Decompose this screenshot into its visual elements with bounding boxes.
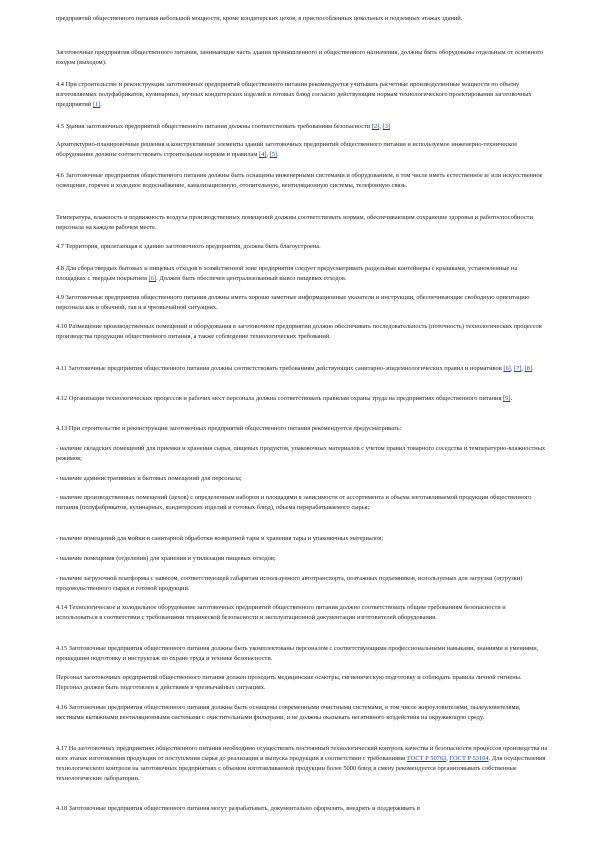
reference-link[interactable]: [3]	[382, 123, 391, 130]
paragraph: Архитектурно-планировочные решения и конструктивные элементы зданий заготовочных предприятий общественного питания и используемое инженерно-техническое оборудование должны соответствовать строительным нормам и правилам [4], [5].	[56, 141, 518, 158]
paragraph: 4.15 Заготовочные предприятия общественного питания должны быть укомплектованы персоналом с соответствующими профессиональными навыками, знаниями и умениями, прошедшим подготовку и инструктаж по охране труда и технике безопасности.	[56, 645, 539, 662]
reference-link[interactable]: [4]	[259, 151, 267, 158]
reference-link[interactable]: [6]	[503, 365, 511, 372]
paragraph: 4.10 Размещение производственных помещений и оборудования в заготовочном предприятии должно обеспечивать последовательность (поточность) технологических процессов производства продукции общественного питания, а также соблюдение технологических требований.	[56, 323, 542, 340]
list-item: - наличие помещения (отделения) для хранения и утилизации пищевых отходов;	[56, 555, 276, 562]
paragraph: 4.17 На заготовочных предприятиях общественного питания необходимо осуществлять постоянный технологический контроль качества и безопасности процессов производства на всех этапах изготовления продукции от поступления сырья до реализации и выпуска продукции в соответствии с требованиями ГОСТ Р 50763, ГОСТ Р 53104. Для осуществления технологического контроля на заготовочных предприятиях с объемом изготавливаемой продукции более 5000 блюд в смену рекомендуется организовывать собственные технологические лаборатории.	[56, 745, 548, 782]
paragraph: 4.14 Технологическое и холодильное оборудование заготовочных предприятий общественного питания должно соответствовать общим требованиям безопасности и использоваться в соответствии с требованиями технической безопасности и эксплуатационной документации изготовителей оборудования.	[56, 604, 506, 621]
paragraph: 4.8 Для сбора твердых бытовых и пищевых отходов в хозяйственной зоне предприятия следует предусматривать раздельные контейнеры с крышками, установленные на площадках с твердым покрытием [6]. Должен быть обеспечен централизованный вывоз пищевых отходов.	[56, 265, 518, 282]
paragraph: 4.4 При строительстве и реконструкции заготовочных предприятий общественного питания рекомендуется учитывать расчетные производственные мощности по объему изготовляемых полуфабрикатов, кулинарных, мучных кондитерских изделий и готовых блюд согласно действующим нормам технологического проектирования заготовочных предприятий [1].	[56, 81, 532, 108]
reference-link[interactable]: [1]	[92, 101, 101, 108]
paragraph: 4.16 Заготовочные предприятия общественного питания должны быть оснащены современными очистными системами, в том числе жироуловителями, пылеуловителями, местными вытяжными вентиляционными системами с очистительными фильтрами, и не должны оказывать негативного воздействия на окружающую среду.	[56, 704, 521, 721]
paragraph: 4.6 Заготовочные предприятия общественного питания должны быть оснащены инженерными системами и оборудованием, в том числе иметь естественное и/ или искусственное освещение, горячее и холодное водоснабжение, канализационную, отопительную, вентиляционную системы, телефонную связь.	[56, 172, 543, 189]
paragraph: 4.18 Заготовочные предприятия общественного питания могут разрабатывать, документально оформлять, внедрять и поддерживать в	[56, 805, 420, 812]
reference-link[interactable]: ГОСТ Р 50763	[407, 755, 447, 762]
list-item: - наличие складских помещений для приемки и хранения сырья, пищевых продуктов, упаковочных материалов с учетом правил товарного соседства и температурно-влажностных режимов;	[56, 445, 546, 462]
paragraph: Температура, влажность и подвижность воздуха производственных помещений должны соответствовать нормам, обеспечивающим сохранение здоровья и работоспособности персонала на каждом рабочем месте.	[56, 214, 533, 231]
paragraph: Заготовочные предприятия общественного питания, занимающие часть здания промышленного и общественного назначения, должны быть оборудованы отдельным от основного входом (выходом).	[56, 49, 543, 66]
paragraph: 4.9 Заготовочные предприятия общественного питания должны иметь хорошо заметные информационные указатели и инструкции, обеспечивающие свободную ориентацию персонала как в обычной, так и в чрезвычайной ситуациях.	[56, 294, 530, 311]
paragraph: 4.13 При строительстве и реконструкции заготовочных предприятий общественного питания рекомендуется предусматривать:	[56, 425, 402, 432]
paragraph: 4.11 Заготовочные предприятия общественного питания должны соответствовать требованиям действующих санитарно-эпидемиологических правил и нормативов [6], [7], [8].	[56, 365, 534, 372]
list-item: - наличие загрузочной платформы с навесом, соответствующей габаритам используемого автотранспорта, поэтажных подъемников, используемых для загрузки (отгрузки) продовольственного сырья и готовой продукции.	[56, 575, 523, 592]
paragraph: 4.5 Здания заготовочных предприятий общественного питания должны соответствовать требованиям безопасности [2], [3]	[56, 123, 391, 130]
paragraph: 4.7 Территория, прилегающая к зданию заготовочного предприятия, должна быть благоустроена.	[56, 243, 321, 250]
list-item: - наличие административных и бытовых помещений для персонала;	[56, 475, 242, 482]
paragraph: Персонал заготовочных предприятий общественного питания должен проходить медицинские осмотры, гигиеническую подготовку и соблюдать правила личной гигиены. Персонал должен быть подготовлен к действиям в чрезвычайных ситуациях.	[56, 674, 522, 691]
reference-link[interactable]: [7]	[513, 365, 522, 372]
reference-link[interactable]: ГОСТ Р 53104	[449, 755, 489, 762]
reference-link[interactable]: [6]	[148, 275, 157, 282]
paragraph: предприятий общественного питания небольшой мощности, кроме кондитерских цехов, в приспособленных цокольных и подземных этажах зданий.	[56, 15, 463, 22]
list-item: - наличие производственных помещений (цехов) с определенным набором и площадями в зависимости от ассортимента и объема изготавливаемой продукции общественного питания (полуфабрикатов, кулинарных, кондитерских изделий и готовых блюд), объема перерабатываемого сырья;	[56, 494, 532, 511]
reference-link[interactable]: [8]	[524, 365, 533, 372]
paragraph: 4.12 Организация технологических процессов и рабочих мест персонала должна соответствовать правилам охраны труда на предприятиях общественного питания [9].	[56, 395, 513, 402]
reference-link[interactable]: [9]	[503, 395, 511, 402]
reference-link[interactable]: [5]	[269, 151, 278, 158]
reference-link[interactable]: [2]	[371, 123, 380, 130]
list-item: - наличие помещений для мойки и санитарной обработки возвратной тары и хранения тары и упаковочных материалов;	[56, 535, 383, 542]
